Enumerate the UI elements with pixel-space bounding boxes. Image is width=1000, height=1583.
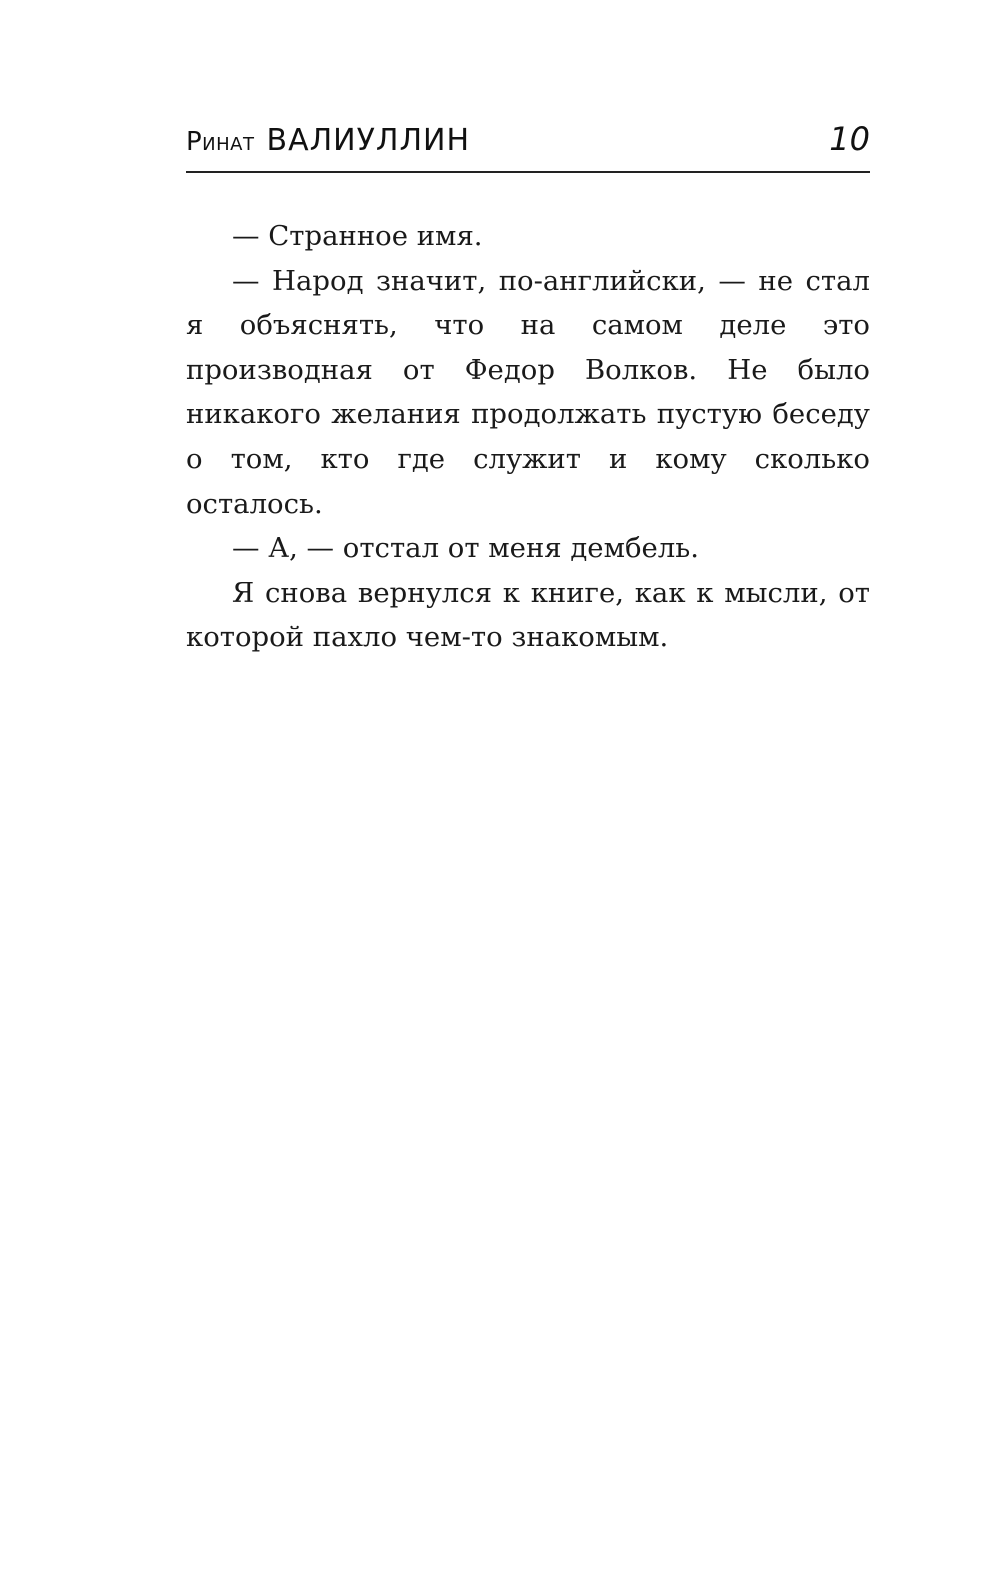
paragraph: — А, — отстал от меня дембель. bbox=[232, 532, 699, 565]
running-head bbox=[186, 112, 870, 162]
paragraph: — Народ значит, по-английски, — не стал я объяснять, что на самом деле это производная от Федор Волков. Не было никакого желания продолжать пустую беседу о том, кто где служит и кому сколько осталось. bbox=[186, 264, 870, 520]
book-page bbox=[186, 0, 870, 1583]
paragraph: — Странное имя. bbox=[232, 220, 483, 252]
paragraph: Я снова вернулся к книге, как к мысли, от которой пахло чем-то знакомым. bbox=[186, 576, 870, 654]
author-last-name: ВАЛИУЛЛИН bbox=[266, 123, 471, 158]
author-name bbox=[186, 123, 470, 158]
body-text bbox=[186, 214, 870, 660]
page-number: 10 bbox=[829, 120, 870, 158]
header-divider bbox=[186, 171, 870, 173]
author-first-name: Ринат bbox=[186, 127, 255, 157]
